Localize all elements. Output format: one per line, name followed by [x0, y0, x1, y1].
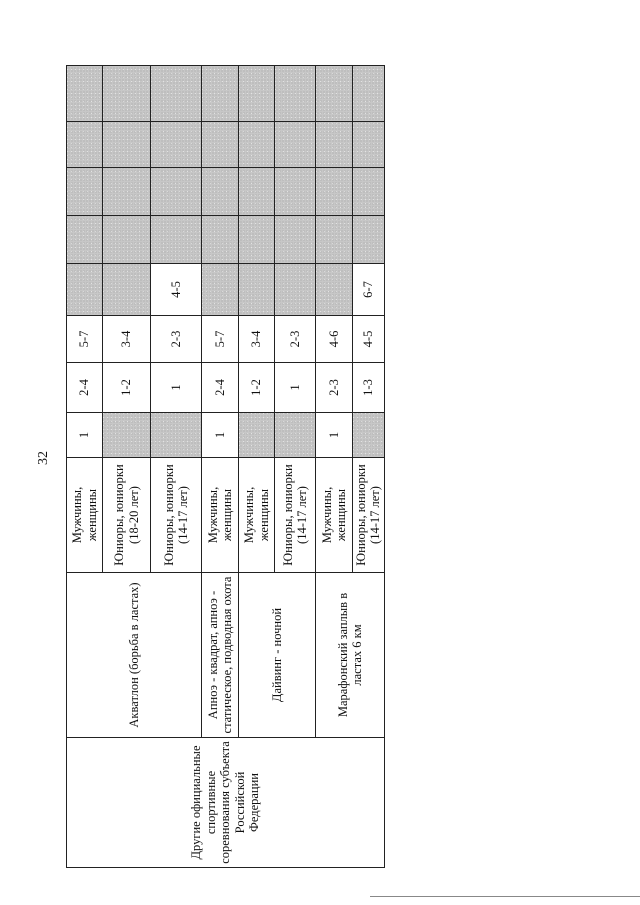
place-cell: 2-3: [275, 316, 316, 363]
shaded-cell: [151, 66, 202, 122]
place-cell: 1: [202, 413, 239, 458]
shaded-cell: [239, 168, 275, 216]
place-cell: [275, 264, 316, 316]
shaded-cell: [239, 66, 275, 122]
place-cell: [353, 413, 385, 458]
shaded-cell: [151, 168, 202, 216]
discipline-cell: Акватлон (борьба в ластах): [67, 573, 202, 738]
place-cell: [103, 413, 151, 458]
place-cell: 1: [275, 363, 316, 413]
place-cell: [239, 413, 275, 458]
discipline-cell: Апноэ - квадрат, апноэ - статическое, подводная охота: [202, 573, 239, 738]
age-group-cell: Мужчины, женщины: [239, 458, 275, 573]
shaded-cell: [275, 216, 316, 264]
shaded-cell: [103, 216, 151, 264]
place-cell: [67, 264, 103, 316]
page-number: 32: [36, 451, 51, 465]
place-cell: 1-2: [239, 363, 275, 413]
place-cell: 4-5: [353, 316, 385, 363]
category-cell: Другие официальные спортивные соревнования субъекта Российской Федерации: [67, 738, 385, 868]
shaded-cell: [275, 66, 316, 122]
discipline-cell: Марафонский заплыв в ластах 6 км: [316, 573, 385, 738]
place-cell: [239, 264, 275, 316]
age-group-cell: Юниоры, юниорки (14-17 лет): [275, 458, 316, 573]
shaded-cell: [103, 122, 151, 168]
shaded-cell: [202, 216, 239, 264]
shaded-cell: [202, 66, 239, 122]
place-cell: [103, 264, 151, 316]
ranking-table: [66, 65, 385, 868]
place-cell: 2-4: [67, 363, 103, 413]
shaded-cell: [103, 168, 151, 216]
shaded-cell: [202, 168, 239, 216]
shaded-cell: [353, 168, 385, 216]
shaded-cell: [67, 168, 103, 216]
shaded-cell: [67, 122, 103, 168]
age-group-cell: Юниоры, юниорки (14-17 лет): [151, 458, 202, 573]
shaded-cell: [353, 216, 385, 264]
place-cell: 4-6: [316, 316, 353, 363]
shaded-cell: [151, 122, 202, 168]
place-cell: [151, 413, 202, 458]
place-cell: 3-4: [103, 316, 151, 363]
shaded-cell: [353, 66, 385, 122]
place-cell: [275, 413, 316, 458]
place-cell: 1: [316, 413, 353, 458]
shaded-cell: [151, 216, 202, 264]
shaded-cell: [239, 122, 275, 168]
shaded-cell: [316, 66, 353, 122]
table-body: [67, 66, 385, 868]
shaded-cell: [67, 216, 103, 264]
ranking-table-rotated: [66, 66, 382, 868]
shaded-cell: [275, 168, 316, 216]
place-cell: 5-7: [202, 316, 239, 363]
place-cell: 2-3: [151, 316, 202, 363]
place-cell: 5-7: [67, 316, 103, 363]
table-row: [67, 66, 103, 868]
shaded-cell: [316, 122, 353, 168]
shaded-cell: [316, 168, 353, 216]
place-cell: 1-2: [103, 363, 151, 413]
shaded-cell: [103, 66, 151, 122]
discipline-cell: Дайвинг - ночной: [239, 573, 316, 738]
place-cell: [316, 264, 353, 316]
place-cell: 4-5: [151, 264, 202, 316]
age-group-cell: Юниоры, юниорки (14-17 лет): [353, 458, 385, 573]
page-edge-line: [370, 896, 640, 897]
place-cell: 1: [151, 363, 202, 413]
place-cell: [202, 264, 239, 316]
shaded-cell: [239, 216, 275, 264]
place-cell: 2-3: [316, 363, 353, 413]
shaded-cell: [67, 66, 103, 122]
shaded-cell: [202, 122, 239, 168]
place-cell: 1: [67, 413, 103, 458]
shaded-cell: [275, 122, 316, 168]
shaded-cell: [353, 122, 385, 168]
place-cell: 1-3: [353, 363, 385, 413]
shaded-cell: [316, 216, 353, 264]
age-group-cell: Юниоры, юниорки (18-20 лет): [103, 458, 151, 573]
place-cell: 3-4: [239, 316, 275, 363]
age-group-cell: Мужчины, женщины: [67, 458, 103, 573]
place-cell: 6-7: [353, 264, 385, 316]
place-cell: 2-4: [202, 363, 239, 413]
age-group-cell: Мужчины, женщины: [202, 458, 239, 573]
age-group-cell: Мужчины, женщины: [316, 458, 353, 573]
